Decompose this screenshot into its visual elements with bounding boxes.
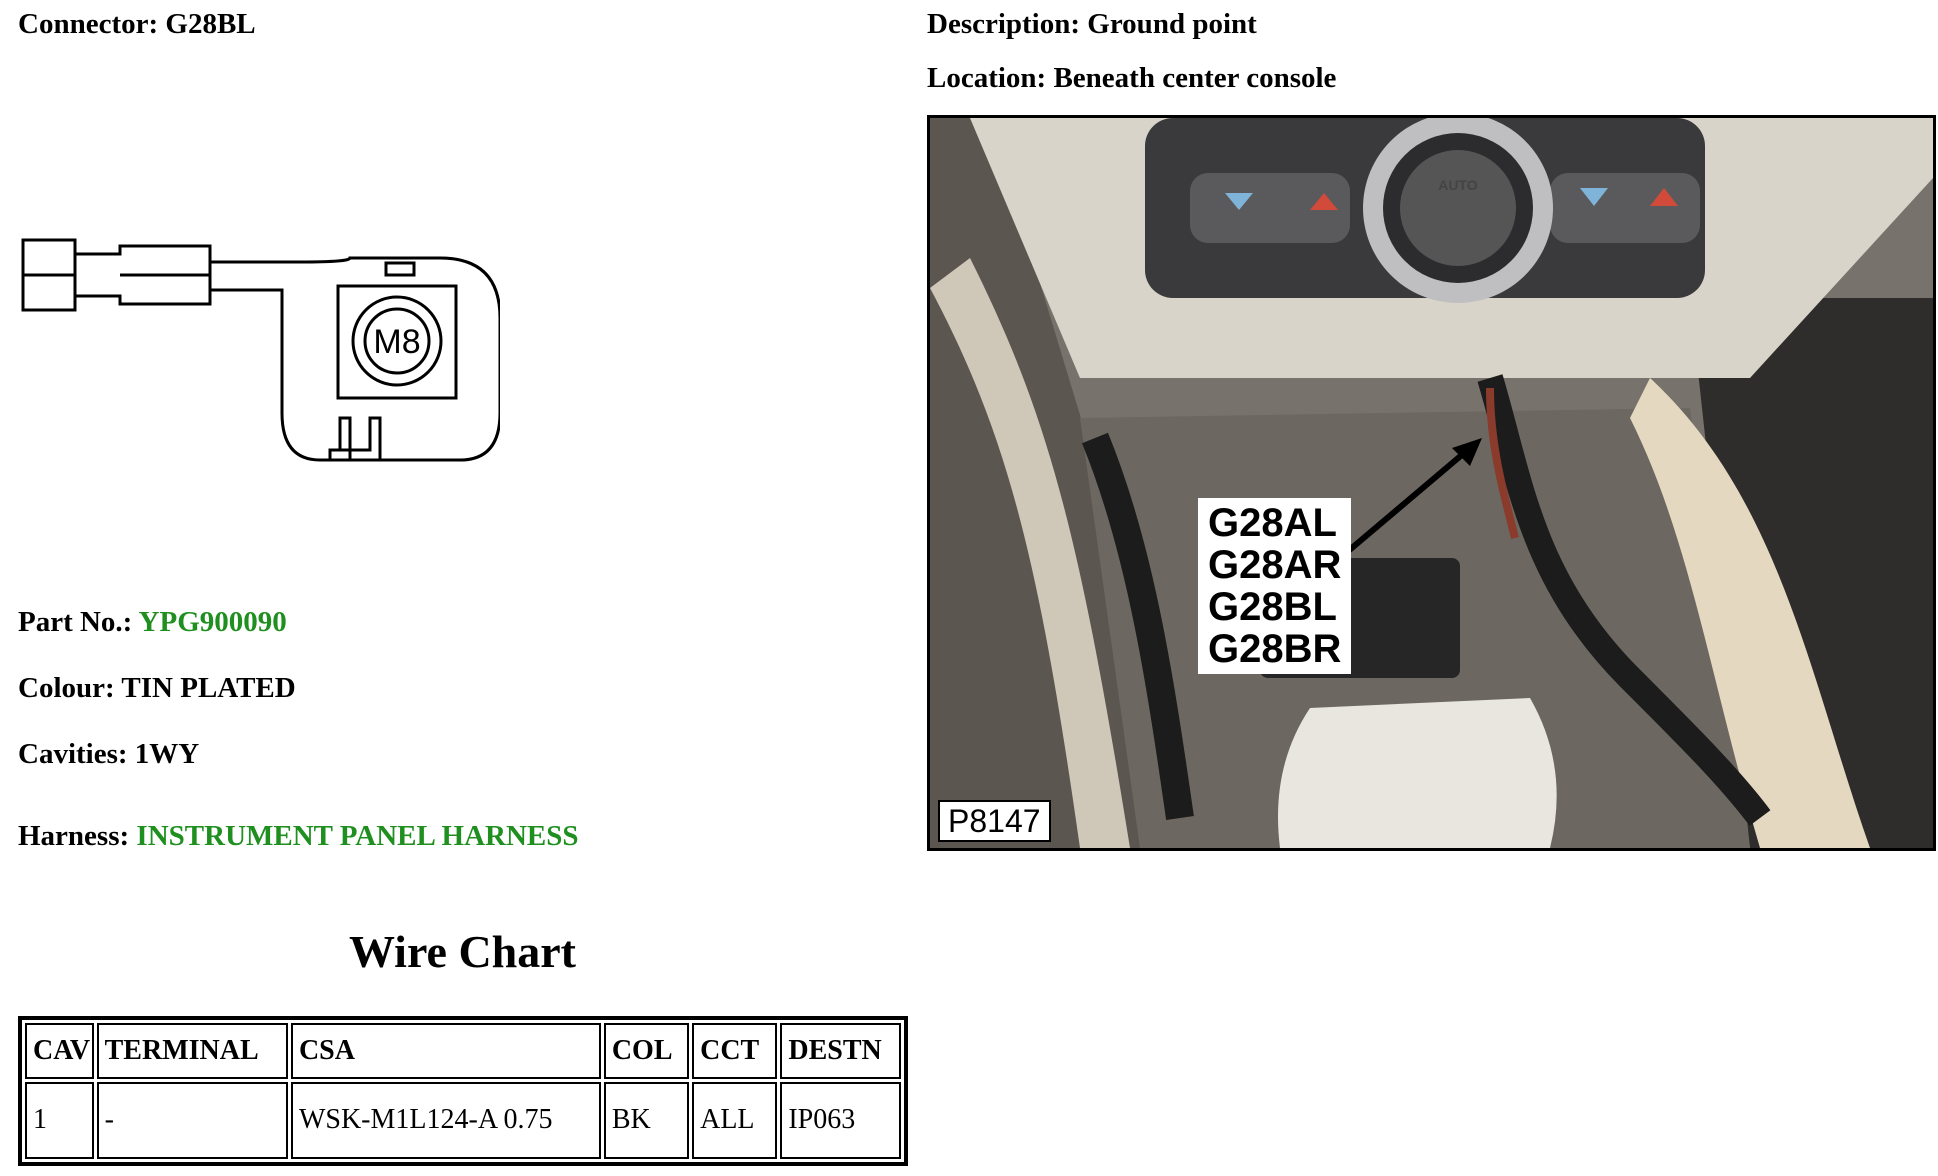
col-header-cav: CAV: [25, 1023, 94, 1079]
photo-reference-label: P8147: [938, 800, 1051, 842]
callout-g28al: G28AL: [1208, 501, 1337, 545]
cell-csa: WSK-M1L124-A 0.75: [291, 1082, 601, 1159]
wire-chart-title: Wire Chart: [349, 926, 576, 977]
harness-label: Harness:: [18, 820, 130, 852]
location-value: Beneath center console: [1053, 62, 1337, 94]
photo-auto-text: AUTO: [1438, 177, 1478, 193]
callout-g28bl: G28BL: [1208, 585, 1337, 629]
part-no-line: [18, 606, 287, 639]
cell-destn[interactable]: IP063: [780, 1082, 901, 1159]
cavities-line: [18, 738, 199, 771]
connector-thread-label: M8: [373, 323, 421, 361]
col-header-cct: CCT: [692, 1023, 777, 1079]
connector-label: Connector:: [18, 8, 159, 40]
col-header-col: COL: [604, 1023, 689, 1079]
col-header-destn: DESTN: [780, 1023, 901, 1079]
callout-g28ar: G28AR: [1208, 543, 1342, 587]
col-header-terminal: TERMINAL: [97, 1023, 288, 1079]
part-no-label: Part No.:: [18, 606, 133, 638]
location-photo: [927, 115, 1936, 851]
callout-g28br: G28BR: [1208, 627, 1342, 671]
col-header-csa: CSA: [291, 1023, 601, 1079]
cell-col: BK: [604, 1082, 689, 1159]
wire-chart-table: [18, 1016, 908, 1166]
photo-scene: [930, 118, 1933, 848]
description-line: [927, 8, 1257, 41]
cell-cct: ALL: [692, 1082, 777, 1159]
colour-value: TIN PLATED: [121, 672, 296, 704]
description-label: Description:: [927, 8, 1081, 40]
connector-line: [18, 8, 256, 41]
location-label: Location:: [927, 62, 1047, 94]
table-header-row: [25, 1023, 901, 1079]
colour-line: [18, 672, 296, 705]
description-value: Ground point: [1087, 8, 1257, 40]
photo-callout-box: [1198, 498, 1351, 674]
cavities-label: Cavities:: [18, 738, 128, 770]
colour-label: Colour:: [18, 672, 115, 704]
table-row: [25, 1082, 901, 1159]
harness-link[interactable]: INSTRUMENT PANEL HARNESS: [136, 820, 579, 852]
harness-line: [18, 820, 579, 853]
connector-value: G28BL: [165, 8, 256, 40]
part-no-link[interactable]: YPG900090: [138, 606, 287, 638]
connector-diagram: [20, 228, 500, 468]
location-line: [927, 62, 1336, 95]
cell-cav: 1: [25, 1082, 94, 1159]
cell-terminal: -: [97, 1082, 288, 1159]
cavities-value: 1WY: [134, 738, 200, 770]
